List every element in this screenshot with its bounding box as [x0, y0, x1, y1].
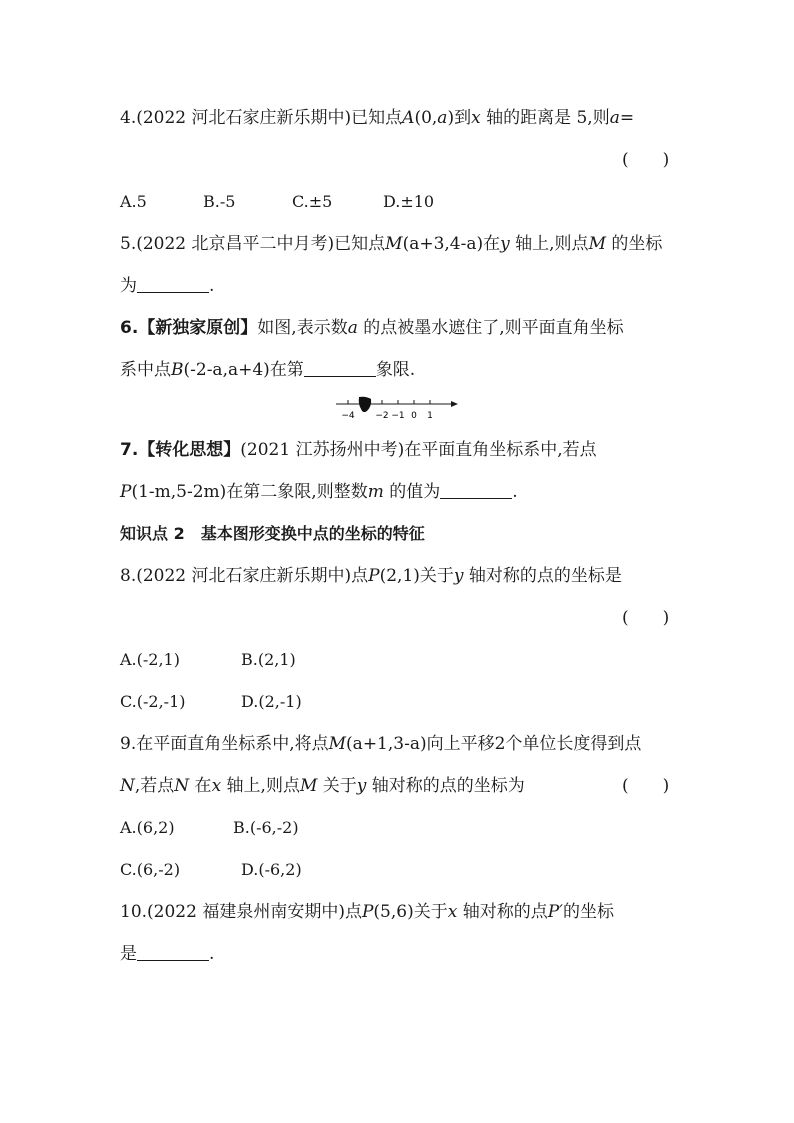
q4-option-c: C.±5	[292, 192, 333, 211]
q6-var: a	[347, 318, 358, 338]
q5-line2-text: 为	[120, 276, 137, 296]
q10-prefix: 10.(2022 福建泉州南安期中)点	[120, 902, 362, 922]
q9-prefix: 9.在平面直角坐标系中,将点	[120, 734, 329, 754]
ink-blot-icon	[359, 397, 371, 412]
q4-answer-paren: ( )	[622, 150, 670, 170]
q6-line2-mid: 在第	[269, 360, 304, 380]
q7-text: (2021 江苏扬州中考)在平面直角坐标系中,若点	[240, 440, 597, 460]
q6-answer-blank[interactable]	[304, 360, 376, 377]
q5-coord: (a+3,4-a)	[402, 234, 484, 254]
q8-mid: 关于	[419, 566, 454, 586]
q9-axis-x: x	[211, 776, 222, 796]
q8-option-d: D.(2,-1)	[241, 692, 302, 711]
number-line-arrow-icon	[451, 401, 458, 407]
q9-axis-y: y	[356, 776, 367, 796]
question-7-line-2	[120, 480, 518, 504]
q4-axis: x	[471, 108, 481, 128]
section-2-heading: 知识点 2 基本图形变换中点的坐标的特征	[120, 524, 425, 543]
q4-coord-open: (0,	[414, 108, 438, 128]
question-10-line-2	[120, 942, 214, 966]
q10-axis: x	[447, 902, 458, 922]
q9-text-d: 关于	[317, 776, 357, 796]
q4-coord-close: )到	[447, 108, 472, 128]
q10-point: P	[361, 902, 374, 922]
q6-line2-end: 象限.	[375, 360, 416, 380]
q4-suffix: 轴的距离是 5,则	[480, 108, 610, 128]
q7-tag: 7.【转化思想】	[120, 440, 241, 460]
q6-coord: (-2-a,a+4)	[183, 360, 270, 380]
question-9-line-2	[120, 774, 525, 798]
q9-option-c: C.(6,-2)	[120, 860, 181, 879]
label-neg1: −1	[391, 411, 405, 421]
q9-text-b: 在	[189, 776, 212, 796]
q7-coord: (1-m,5-2m)	[131, 482, 227, 502]
q10-mid: 关于	[413, 902, 448, 922]
q9-option-b: B.(-6,-2)	[233, 818, 299, 837]
q5-answer-blank[interactable]	[137, 276, 209, 293]
q8-option-a: A.(-2,1)	[120, 650, 180, 669]
q9-point-n: N	[120, 776, 135, 796]
q8-option-c: C.(-2,-1)	[120, 692, 186, 711]
q4-option-a: A.5	[120, 192, 147, 211]
q9-text-a: ,若点	[134, 776, 175, 796]
q4-option-b: B.-5	[203, 192, 236, 211]
q4-prefix: 4.(2022 河北石家庄新乐期中)已知点	[120, 108, 403, 128]
q7-answer-blank[interactable]	[440, 482, 512, 499]
q10-end: 的坐标	[563, 902, 615, 922]
q9-coord: (a+1,3-a)	[346, 734, 427, 754]
question-6-line-1	[120, 316, 624, 340]
q7-var: m	[367, 482, 384, 502]
q9-answer-paren: ( )	[622, 776, 670, 796]
q8-option-b: B.(2,1)	[241, 650, 296, 669]
q9-suffix: 向上平移2个单位长度得到点	[426, 734, 642, 754]
q8-suffix: 轴对称的点的坐标是	[463, 566, 622, 586]
q6-suffix: 的点被墨水遮住了,则平面直角坐标	[357, 318, 624, 338]
q8-answer-paren: ( )	[622, 608, 670, 628]
q4-point: A	[402, 108, 415, 128]
q4-var-a: a	[437, 108, 448, 128]
q10-point-prime: P′	[547, 902, 564, 922]
question-6-line-2	[120, 358, 415, 382]
q6-line2-prefix: 系中点	[120, 360, 171, 380]
q9-text-e: 轴对称的点的坐标为	[366, 776, 525, 796]
q6-point: B	[171, 360, 184, 380]
q8-coord: (2,1)	[379, 566, 420, 586]
q10-coord: (5,6)	[373, 902, 414, 922]
q6-tag: 6.【新独家原创】	[120, 318, 258, 338]
q5-end: 的坐标	[605, 234, 663, 254]
question-4-line-1	[120, 106, 634, 130]
q4-end: =	[619, 108, 635, 128]
q5-point-2: M	[588, 234, 606, 254]
q8-axis: y	[453, 566, 464, 586]
question-9-line-1	[120, 732, 641, 756]
q8-prefix: 8.(2022 河北石家庄新乐期中)点	[120, 566, 369, 586]
q7-point: P	[120, 482, 132, 502]
q9-option-a: A.(6,2)	[120, 818, 175, 837]
label-one: 1	[427, 411, 433, 421]
label-neg2: −2	[375, 411, 389, 421]
q6-text: 如图,表示数	[257, 318, 348, 338]
q4-option-d: D.±10	[383, 192, 435, 211]
q10-line2-text: 是	[120, 944, 137, 964]
q7-end: .	[512, 482, 518, 502]
q10-answer-blank[interactable]	[137, 944, 209, 961]
q10-line2-end: .	[209, 944, 215, 964]
q9-option-d: D.(-6,2)	[241, 860, 302, 879]
q10-suffix: 轴对称的点	[457, 902, 548, 922]
q5-axis: y	[500, 234, 510, 254]
label-zero: 0	[411, 411, 417, 421]
q5-line2-end: .	[209, 276, 215, 296]
question-8-line-1	[120, 564, 622, 588]
q9-point: M	[328, 734, 347, 754]
q8-point: P	[368, 566, 380, 586]
question-10-line-1	[120, 900, 614, 924]
q5-suffix: 轴上,则点	[509, 234, 589, 254]
question-7-line-1	[120, 438, 597, 462]
question-5-line-1	[120, 232, 662, 256]
q4-var-a-2: a	[609, 108, 620, 128]
label-neg4: −4	[341, 411, 355, 421]
q7-mid: 在第二象限,则整数	[226, 482, 368, 502]
q9-text-c: 轴上,则点	[221, 776, 300, 796]
q5-point: M	[385, 234, 403, 254]
q9-point-m: M	[299, 776, 318, 796]
question-5-line-2	[120, 274, 214, 298]
number-line-figure	[334, 394, 464, 422]
q7-suffix: 的值为	[383, 482, 441, 502]
q9-point-n-2: N	[174, 776, 190, 796]
q5-prefix: 5.(2022 北京昌平二中月考)已知点	[120, 234, 386, 254]
q5-mid: 在	[483, 234, 501, 254]
